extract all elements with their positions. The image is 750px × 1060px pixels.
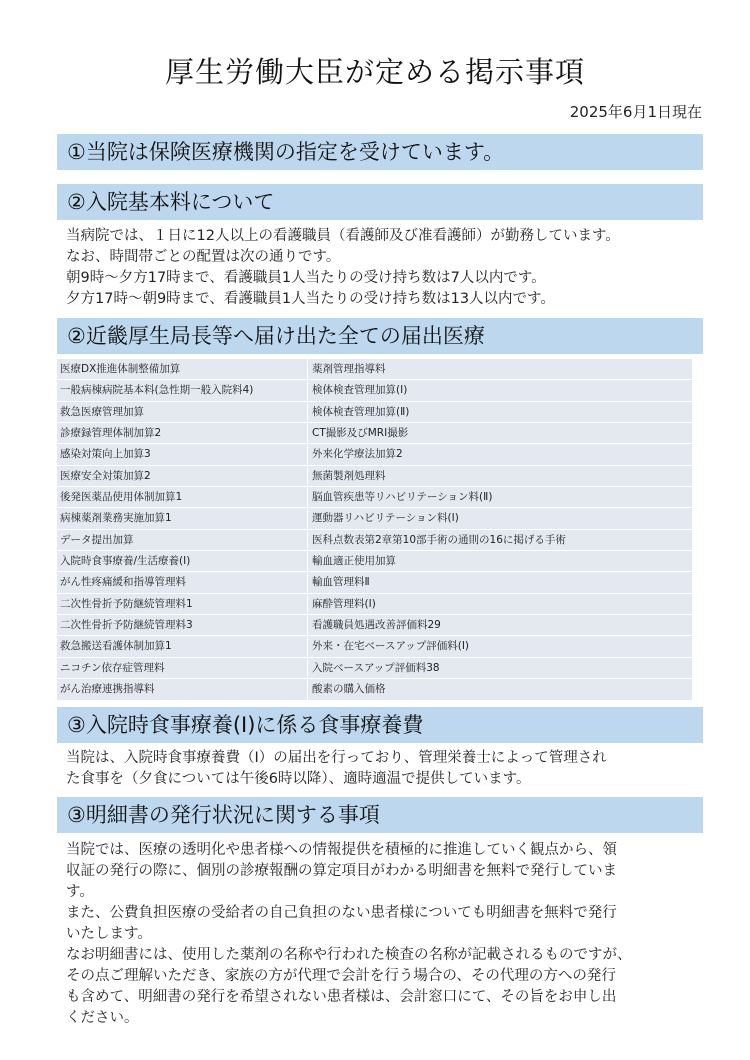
table-cell-left: 診療録管理体制加算2 — [57, 423, 307, 444]
section-heading-notified-services: ②近畿厚生局長等へ届け出た全ての届出医療 — [57, 318, 703, 354]
text-line: 収証の発行の際に、個別の診療報酬の算定項目がわかる明細書を無料で発行していま — [66, 863, 617, 879]
table-cell-left: 救急搬送看護体制加算1 — [57, 636, 307, 657]
table-cell-right: 検体検査管理加算(Ⅰ) — [307, 380, 692, 401]
section-heading-itemized-bill: ③明細書の発行状況に関する事項 — [57, 797, 703, 833]
table-cell-right: 薬剤管理指導料 — [307, 359, 692, 380]
table-cell-right: CT撮影及びMRI撮影 — [307, 423, 692, 444]
table-cell-right: 輸血管理料Ⅱ — [307, 572, 692, 593]
table-cell-right: 無菌製剤処理料 — [307, 466, 692, 487]
text-line: 夕方17時〜朝9時まで、看護職員1人当たりの受け持ち数は13人以内です。 — [66, 291, 555, 307]
table-cell-left: 二次性骨折予防継続管理料3 — [57, 615, 307, 636]
table-cell-right: 外来・在宅ベースアップ評価料(Ⅰ) — [307, 636, 692, 657]
table-cell-left: ニコチン依存症管理料 — [57, 658, 307, 679]
table-cell-left: 入院時食事療養/生活療養(Ⅰ) — [57, 551, 307, 572]
section-heading-meal-fee: ③入院時食事療養(Ⅰ)に係る食事療養費 — [57, 707, 703, 743]
meal-fee-text — [66, 748, 696, 790]
table-cell-right: 脳血管疾患等リハビリテーション料(Ⅱ) — [307, 487, 692, 508]
text-line: ください。 — [66, 1010, 139, 1026]
text-line: 当院は、入院時食事療養費（Ⅰ）の届出を行っており、管理栄養士によって管理され — [66, 750, 607, 766]
text-line: なお、時間帯ごとの配置は次の通りです。 — [66, 249, 341, 265]
table-cell-left: 病棟薬剤業務実施加算1 — [57, 508, 307, 529]
page-title: 厚生労働大臣が定める掲示事項 — [164, 55, 585, 89]
table-cell-right: 入院ベースアップ評価料38 — [307, 658, 692, 679]
date-label: 2025年6月1日現在 — [569, 103, 702, 121]
text-line: た食事を（夕食については午後6時以降）、適時適温で提供しています。 — [66, 771, 531, 787]
notified-services-table — [57, 359, 692, 701]
text-line: また、公費負担医療の受給者の自己負担のない患者様についても明細書を無料で発行 — [66, 905, 617, 921]
table-cell-right: 検体検査管理加算(Ⅱ) — [307, 402, 692, 423]
table-cell-left: 医療DX推進体制整備加算 — [57, 359, 307, 380]
section-heading-admission-fee: ②入院基本料について — [57, 184, 703, 220]
admission-fee-text — [66, 226, 696, 310]
table-cell-left: 救急医療管理加算 — [57, 402, 307, 423]
table-cell-left: がん治療連携指導料 — [57, 679, 307, 700]
text-line: 朝9時〜夕方17時まで、看護職員1人当たりの受け持ち数は7人以内です。 — [66, 270, 546, 286]
table-cell-left: データ提出加算 — [57, 530, 307, 551]
table-cell-right: 運動器リハビリテーション料(Ⅰ) — [307, 508, 692, 529]
table-cell-left: 二次性骨折予防継続管理料1 — [57, 594, 307, 615]
text-line: なお明細書には、使用した薬剤の名称や行われた検査の名称が記載されるものですが、 — [66, 947, 632, 963]
table-cell-right: 酸素の購入価格 — [307, 679, 692, 700]
table-cell-left: 医療安全対策加算2 — [57, 466, 307, 487]
text-line: も含めて、明細書の発行を希望されない患者様は、会計窓口にて、その旨をお申し出 — [66, 989, 617, 1005]
table-cell-left: 後発医薬品使用体制加算1 — [57, 487, 307, 508]
itemized-bill-text — [66, 840, 696, 1029]
table-cell-right: 看護職員処遇改善評価料29 — [307, 615, 692, 636]
table-cell-right: 輸血適正使用加算 — [307, 551, 692, 572]
text-line: 当院では、医療の透明化や患者様への情報提供を積極的に推進していく観点から、領 — [66, 842, 617, 858]
text-line: す。 — [66, 884, 94, 900]
table-cell-left: 感染対策向上加算3 — [57, 444, 307, 465]
table-cell-left: がん性疼痛緩和指導管理料 — [57, 572, 307, 593]
text-line: 当病院では、１日に12人以上の看護職員（看護師及び准看護師）が勤務しています。 — [66, 228, 620, 244]
table-cell-right: 医科点数表第2章第10部手術の通則の16に掲げる手術 — [307, 530, 692, 551]
table-cell-left: 一般病棟病院基本料(急性期一般入院料4) — [57, 380, 307, 401]
text-line: いたします。 — [66, 926, 152, 942]
text-line: その点ご理解いただき、家族の方が代理で会計を行う場合の、その代理の方への発行 — [66, 968, 616, 984]
table-cell-right: 麻酔管理料(Ⅰ) — [307, 594, 692, 615]
table-cell-right: 外来化学療法加算2 — [307, 444, 692, 465]
section-heading-insurance: ①当院は保険医療機関の指定を受けています。 — [57, 134, 703, 170]
